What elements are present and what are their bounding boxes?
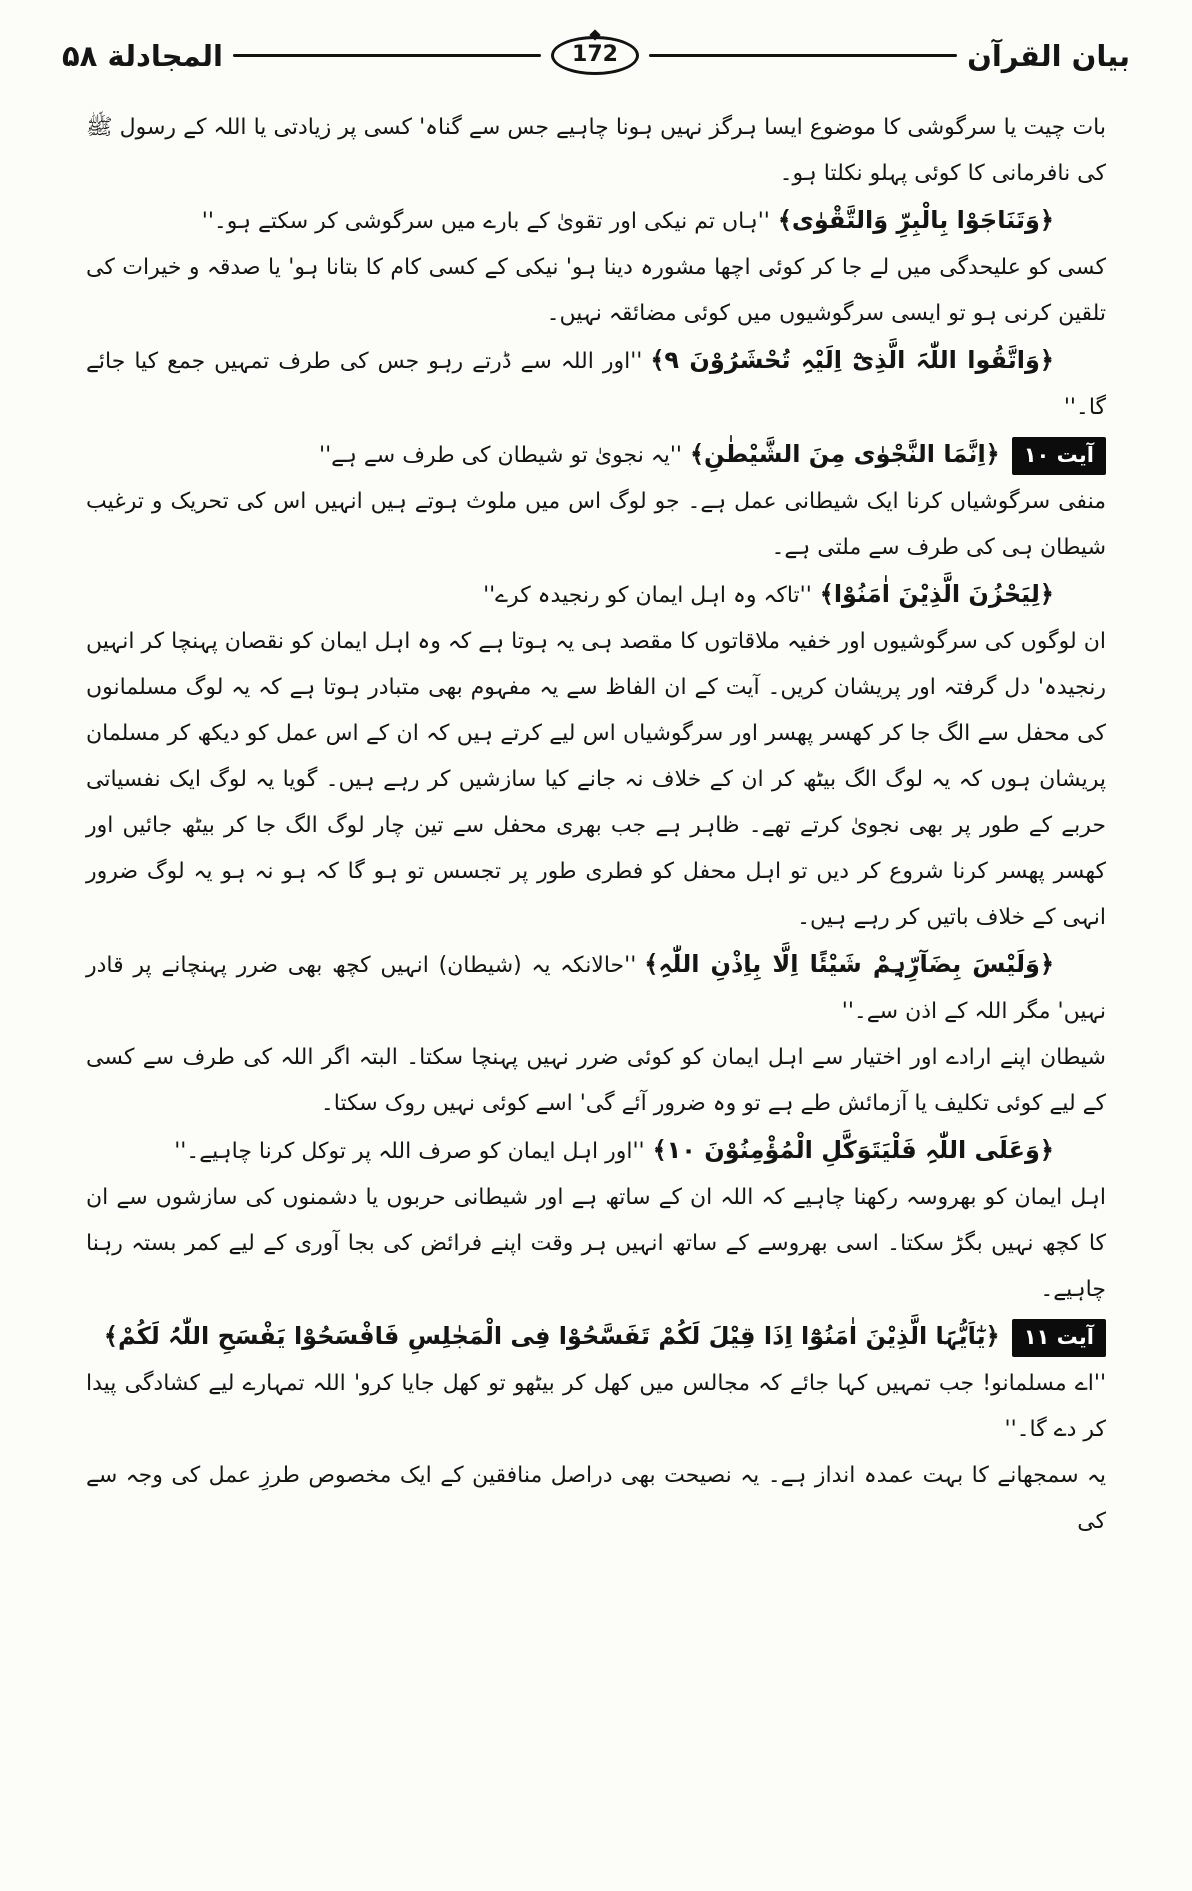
body-paragraph: شیطان اپنے ارادے اور اختیار سے اہل ایمان کو کوئی ضرر نہیں پہنچا سکتا۔ البتہ اگر اللہ کی طرف سے کسی کے لیے کوئی تکلیف یا آزمائش طے ہے تو وہ ضرور آئے گی' اسے کوئی نہیں روک سکتا۔ [86, 1045, 1106, 1116]
arabic-verse: ﴿لِیَحْزُنَ الَّذِیْنَ اٰمَنُوْا﴾ [819, 580, 1054, 608]
header-surah-title: المجادلة ۵۸ [61, 38, 223, 73]
verse-translation: ''اور اللہ سے ڈرتے رہو جس کی طرف تمہیں جمع کیا جائے گا۔'' [86, 349, 1106, 420]
verse-translation-paragraph: ''اے مسلمانو! جب تمہیں کہا جائے کہ مجالس میں کھل کر بیٹھو تو کھل جایا کرو' اللہ تمہارے لیے کشادگی پیدا کر دے گا۔'' [86, 1371, 1106, 1442]
arabic-verse: ﴿اِنَّمَا النَّجْوٰی مِنَ الشَّیْطٰنِ﴾ [689, 440, 1000, 468]
verse-block [86, 571, 1106, 619]
body-paragraph: کسی کو علیحدگی میں لے جا کر کوئی اچھا مشورہ دینا ہو' نیکی کے کسی کام کا بتانا ہو' یا صدقہ و خیرات کی تلقین کرنی ہو تو ایسی سرگوشیوں میں کوئی مضائقہ نہیں۔ [86, 255, 1106, 326]
verse-translation: ''حالانکہ یہ (شیطان) انہیں کچھ بھی ضرر پہنچانے پر قادر نہیں' مگر اللہ کے اذن سے۔'' [86, 953, 1106, 1024]
arabic-verse: ﴿یٰٓاَیُّہَا الَّذِیْنَ اٰمَنُوْٓا اِذَا قِیْلَ لَکُمْ تَفَسَّحُوْا فِی الْمَجٰلِسِ فَافْسَحُوْا یَفْسَحِ اللّٰہُ لَکُمْ﴾ [103, 1322, 1000, 1350]
body-paragraph: منفی سرگوشیاں کرنا ایک شیطانی عمل ہے۔ جو لوگ اس میں ملوث ہوتے ہیں انہیں اس کی تحریک و ترغیب شیطان ہی کی طرف سے ملتی ہے۔ [86, 489, 1106, 560]
verse-translation: ''یہ نجویٰ تو شیطان کی طرف سے ہے'' [319, 443, 682, 468]
page-number-medallion [551, 36, 639, 75]
arabic-verse: ﴿وَتَنَاجَوْا بِالْبِرِّ وَالتَّقْوٰی﴾ [777, 206, 1054, 234]
arabic-verse: ﴿وَعَلَی اللّٰہِ فَلْیَتَوَکَّلِ الْمُؤْمِنُوْنَ ۱۰﴾ [652, 1136, 1054, 1164]
verse-block [86, 337, 1106, 431]
body-paragraph: یہ سمجھانے کا بہت عمدہ انداز ہے۔ یہ نصیحت بھی دراصل منافقین کے ایک مخصوص طرزِ عمل کی وجہ سے کی [86, 1463, 1106, 1534]
ayat-block [86, 431, 1106, 479]
body-paragraph: بات چیت یا سرگوشی کا موضوع ایسا ہرگز نہیں ہونا چاہیے جس سے گناہ' کسی پر زیادتی یا اللہ کے رسول ﷺ کی نافرمانی کا کوئی پہلو نکلتا ہو۔ [86, 115, 1106, 186]
arabic-verse: ﴿وَاتَّقُوا اللّٰہَ الَّذِیْٓ اِلَیْہِ تُحْشَرُوْنَ ۹﴾ [650, 346, 1054, 374]
verse-translation: ''ہاں تم نیکی اور تقویٰ کے بارے میں سرگوشی کر سکتے ہو۔'' [201, 209, 770, 234]
ayat-marker-11: آیت ۱۱ [1012, 1319, 1106, 1357]
body-paragraph: اہل ایمان کو بھروسہ رکھنا چاہیے کہ اللہ ان کے ساتھ ہے اور شیطانی حربوں یا دشمنوں کی سازشوں سے ان کا کچھ نہیں بگڑ سکتا۔ اسی بھروسے کے ساتھ انہیں ہر وقت اپنے فرائض کی بجا آوری کے لیے کمر بستہ رہنا چاہیے۔ [86, 1185, 1106, 1302]
ayat-block [86, 1313, 1106, 1361]
verse-translation: ''تاکہ وہ اہل ایمان کو رنجیدہ کرے'' [483, 583, 812, 608]
page-content [0, 75, 1192, 1545]
verse-block [86, 197, 1106, 245]
verse-block [86, 1127, 1106, 1175]
page-header [0, 0, 1192, 75]
header-rule-left [233, 54, 541, 57]
verse-block [86, 941, 1106, 1035]
page-number: 172 [572, 42, 618, 67]
body-paragraph: ان لوگوں کی سرگوشیوں اور خفیہ ملاقاتوں کا مقصد ہی یہ ہوتا ہے کہ وہ اہل ایمان کو نقصان پہنچا کر انہیں رنجیدہ' دل گرفتہ اور پریشان کریں۔ آیت کے ان الفاظ سے یہ مفہوم بھی متبادر ہوتا ہے کہ یہ لوگ مسلمانوں کی محفل سے الگ جا کر کھسر پھسر اور سرگوشیاں اس لیے کرتے ہیں کہ ان کے اس عمل کو دیکھ کر مسلمان پریشان ہوں کہ یہ لوگ الگ بیٹھ کر ان کے خلاف نہ جانے کیا سازشیں کر رہے ہیں۔ گویا یہ لوگ ایک نفسیاتی حربے کے طور پر بھی نجویٰ کرتے تھے۔ ظاہر ہے جب بھری محفل سے تین چار لوگ الگ جا کر بیٹھ جائیں اور کھسر پھسر کرنا شروع کر دیں تو اہل محفل کو فطری طور پر تجسس تو ہو گا کہ ہو نہ ہو یہ لوگ ضرور انہی کے خلاف باتیں کر رہے ہیں۔ [86, 629, 1106, 930]
header-book-title: بیان القرآن [967, 38, 1130, 73]
arabic-verse: ﴿وَلَیْسَ بِضَآرِّہِمْ شَیْئًا اِلَّا بِاِذْنِ اللّٰہِ﴾ [644, 950, 1055, 978]
ayat-marker-10: آیت ۱۰ [1012, 437, 1106, 475]
verse-translation: ''اور اہل ایمان کو صرف اللہ پر توکل کرنا چاہیے۔'' [174, 1139, 645, 1164]
header-rule-right [649, 54, 957, 57]
